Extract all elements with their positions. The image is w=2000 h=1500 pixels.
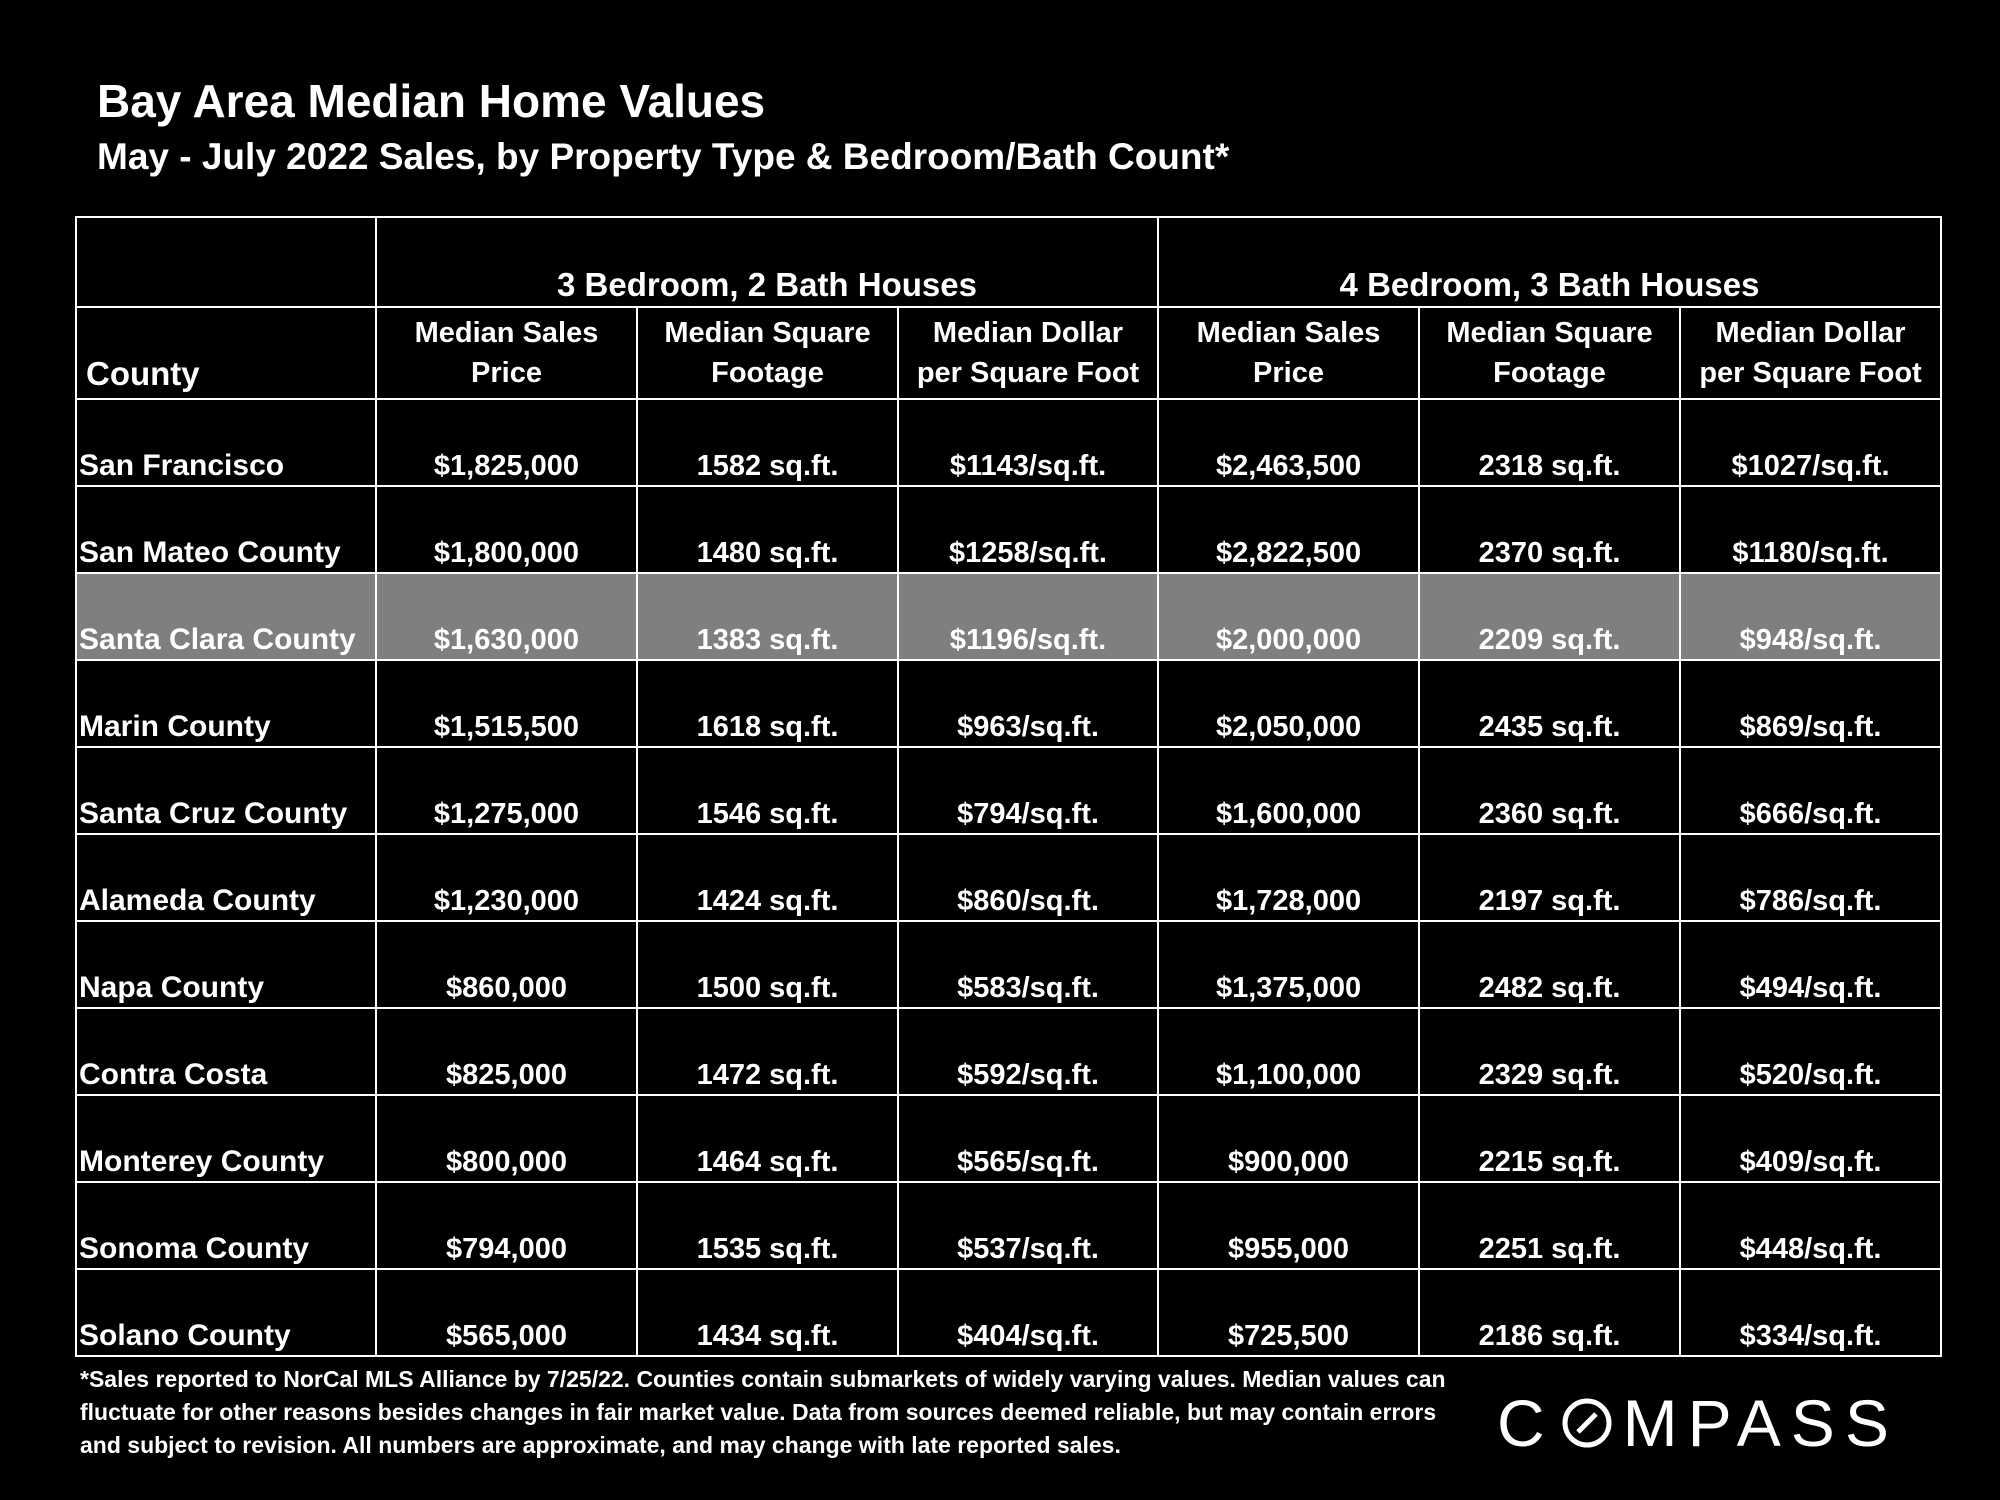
value-cell: $860/sq.ft. [898,834,1158,921]
value-cell: 2318 sq.ft. [1419,399,1680,486]
value-cell: $2,822,500 [1158,486,1419,573]
county-cell: San Mateo County [76,486,376,573]
value-cell: $520/sq.ft. [1680,1008,1941,1095]
group-header-3bd: 3 Bedroom, 2 Bath Houses [376,217,1158,307]
value-cell: 1618 sq.ft. [637,660,898,747]
column-header [637,307,898,399]
value-cell: $494/sq.ft. [1680,921,1941,1008]
value-cell: 1383 sq.ft. [637,573,898,660]
column-header-line1: Median Dollar [1715,317,1906,349]
column-header [1158,307,1419,399]
value-cell: $1143/sq.ft. [898,399,1158,486]
value-cell: 2186 sq.ft. [1419,1269,1680,1356]
column-header [898,307,1158,399]
column-header-line2: Price [1253,357,1324,389]
value-cell: $448/sq.ft. [1680,1182,1941,1269]
value-cell: $948/sq.ft. [1680,573,1941,660]
value-cell: 1546 sq.ft. [637,747,898,834]
value-cell: $1027/sq.ft. [1680,399,1941,486]
value-cell: 1464 sq.ft. [637,1095,898,1182]
value-cell: 2329 sq.ft. [1419,1008,1680,1095]
column-header-line2: Footage [711,357,824,389]
value-cell: 1535 sq.ft. [637,1182,898,1269]
value-cell: 2197 sq.ft. [1419,834,1680,921]
value-cell: $1,600,000 [1158,747,1419,834]
table-row [76,573,1941,660]
value-cell: $725,500 [1158,1269,1419,1356]
county-cell: San Francisco [76,399,376,486]
value-cell: $409/sq.ft. [1680,1095,1941,1182]
table-row [76,747,1941,834]
group-header-row [76,217,1941,307]
value-cell: $1,375,000 [1158,921,1419,1008]
county-cell: Contra Costa [76,1008,376,1095]
value-cell: $334/sq.ft. [1680,1269,1941,1356]
column-header [1419,307,1680,399]
value-cell: $1196/sq.ft. [898,573,1158,660]
value-cell: $1,230,000 [376,834,637,921]
value-cell: $583/sq.ft. [898,921,1158,1008]
value-cell: $2,463,500 [1158,399,1419,486]
value-cell: $2,050,000 [1158,660,1419,747]
corner-cell [76,217,376,307]
value-cell: $963/sq.ft. [898,660,1158,747]
footnote: *Sales reported to NorCal MLS Alliance by 7/25/22. Counties contain submarkets of widely varying values. Median values can fluctuate for other reasons besides changes in fair market value. Data from sources deemed reliable, but may contain errors and subject to revision. All numbers are approximate, and may change with late reported sales. [80,1366,1446,1458]
compass-logo [1497,1385,1899,1461]
value-cell: $1,630,000 [376,573,637,660]
county-cell: Monterey County [76,1095,376,1182]
column-header [376,307,637,399]
column-header-line1: Median Square [664,317,871,349]
value-cell: $955,000 [1158,1182,1419,1269]
value-cell: 2251 sq.ft. [1419,1182,1680,1269]
county-cell: Marin County [76,660,376,747]
column-header-line2: Price [471,357,542,389]
compass-o-icon [1561,1397,1613,1449]
column-header-line2: per Square Foot [1699,357,1922,389]
value-cell: $860,000 [376,921,637,1008]
value-cell: 2482 sq.ft. [1419,921,1680,1008]
county-cell: Santa Cruz County [76,747,376,834]
value-cell: 2435 sq.ft. [1419,660,1680,747]
table-row [76,660,1941,747]
table-row [76,1008,1941,1095]
column-header-row [76,307,1941,399]
value-cell: $794,000 [376,1182,637,1269]
value-cell: $1,275,000 [376,747,637,834]
value-cell: $666/sq.ft. [1680,747,1941,834]
table-row [76,1182,1941,1269]
column-header-line1: Median Square [1446,317,1653,349]
county-column-header: County [76,307,376,399]
group-header-4bd: 4 Bedroom, 3 Bath Houses [1158,217,1941,307]
value-cell: $1258/sq.ft. [898,486,1158,573]
value-cell: $565/sq.ft. [898,1095,1158,1182]
column-header-line1: Median Sales [1196,317,1381,349]
value-cell: $2,000,000 [1158,573,1419,660]
value-cell: 1472 sq.ft. [637,1008,898,1095]
value-cell: $1,728,000 [1158,834,1419,921]
value-cell: $1,825,000 [376,399,637,486]
home-values-table [75,216,1942,1357]
value-cell: 1582 sq.ft. [637,399,898,486]
table-row [76,1095,1941,1182]
value-cell: $592/sq.ft. [898,1008,1158,1095]
column-header-line1: Median Sales [414,317,599,349]
page-title: Bay Area Median Home Values [97,75,766,127]
table-row [76,921,1941,1008]
value-cell: $794/sq.ft. [898,747,1158,834]
column-header-line2: Footage [1493,357,1606,389]
value-cell: 1434 sq.ft. [637,1269,898,1356]
logo-text-start: C [1497,1386,1555,1460]
value-cell: $800,000 [376,1095,637,1182]
page-subtitle: May - July 2022 Sales, by Property Type & Bedroom/Bath Count* [97,136,1230,177]
county-cell: Santa Clara County [76,573,376,660]
table-body [76,399,1941,1356]
table-row [76,486,1941,573]
value-cell: 2209 sq.ft. [1419,573,1680,660]
value-cell: $1,800,000 [376,486,637,573]
value-cell: $537/sq.ft. [898,1182,1158,1269]
table-row [76,399,1941,486]
value-cell: $1,100,000 [1158,1008,1419,1095]
value-cell: $825,000 [376,1008,637,1095]
value-cell: $565,000 [376,1269,637,1356]
table-row [76,834,1941,921]
value-cell: 2370 sq.ft. [1419,486,1680,573]
value-cell: 2360 sq.ft. [1419,747,1680,834]
county-cell: Napa County [76,921,376,1008]
column-header-line1: Median Dollar [932,317,1124,349]
table-row [76,1269,1941,1356]
value-cell: $869/sq.ft. [1680,660,1941,747]
column-header-line2: per Square Foot [916,357,1140,389]
column-header [1680,307,1941,399]
value-cell: 1500 sq.ft. [637,921,898,1008]
value-cell: $404/sq.ft. [898,1269,1158,1356]
county-cell: Sonoma County [76,1182,376,1269]
value-cell: $1,515,500 [376,660,637,747]
value-cell: $1180/sq.ft. [1680,486,1941,573]
county-cell: Solano County [76,1269,376,1356]
county-cell: Alameda County [76,834,376,921]
logo-text-end: MPASS [1622,1386,1899,1460]
value-cell: 1424 sq.ft. [637,834,898,921]
value-cell: $900,000 [1158,1095,1419,1182]
value-cell: $786/sq.ft. [1680,834,1941,921]
value-cell: 2215 sq.ft. [1419,1095,1680,1182]
value-cell: 1480 sq.ft. [637,486,898,573]
